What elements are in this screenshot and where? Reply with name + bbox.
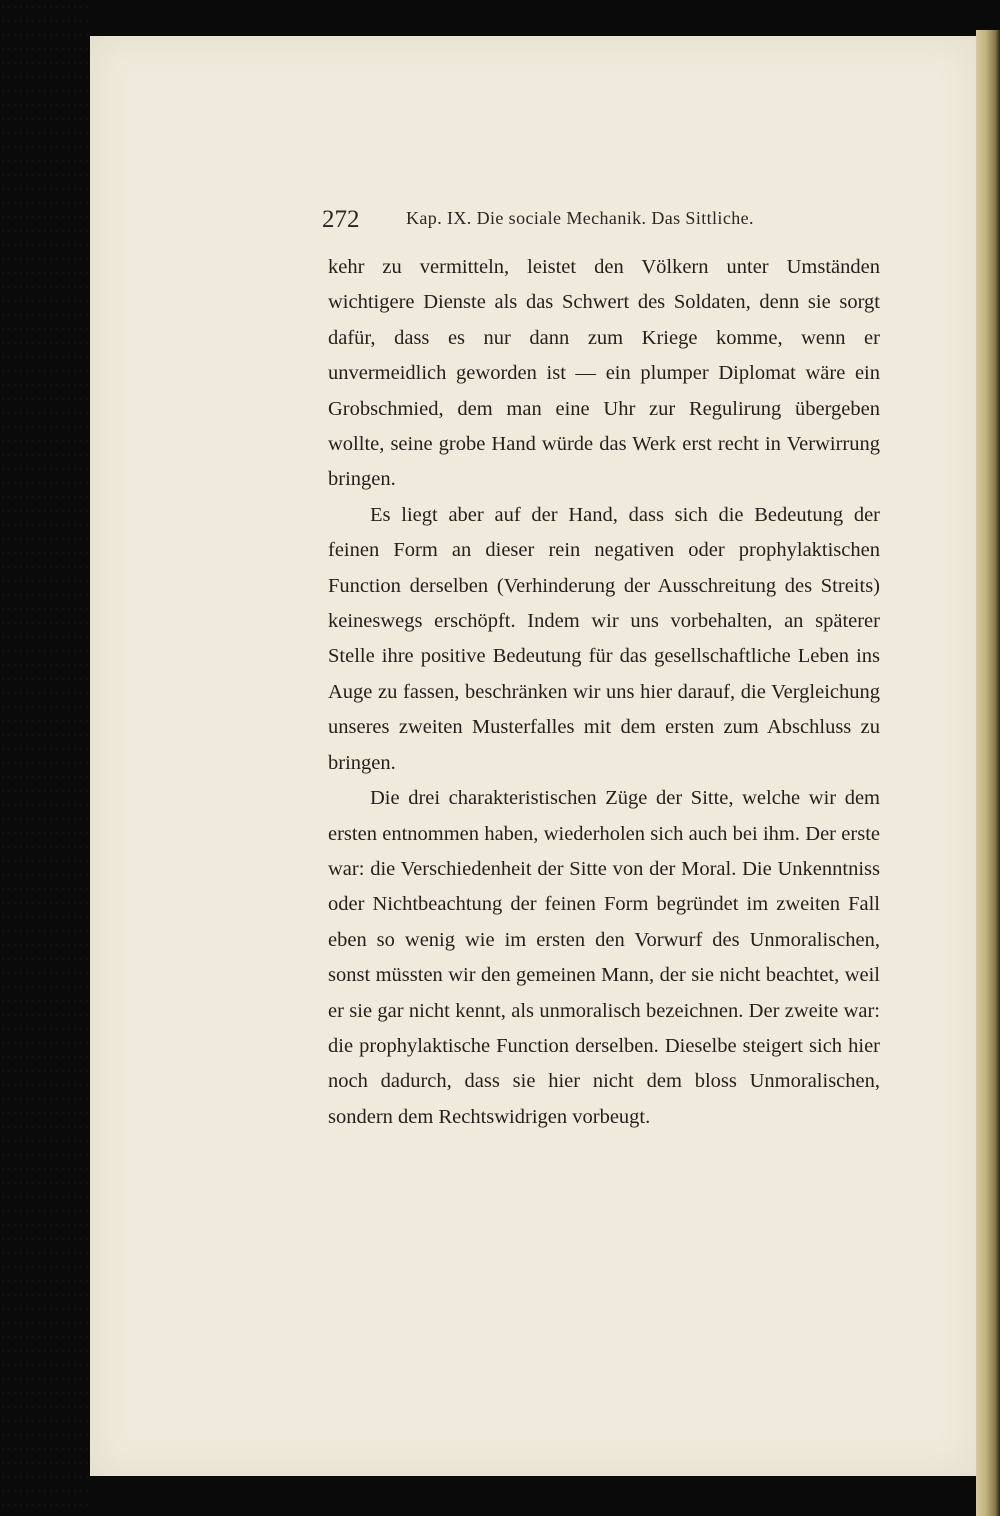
page-header — [322, 206, 812, 240]
running-head: Kap. IX. Die sociale Mechanik. Das Sittliche. — [406, 208, 754, 228]
page-number: 272 — [322, 206, 360, 233]
paragraph-2: Es liegt aber auf der Hand, dass sich die Bedeutung der feinen Form an dieser rein negativen oder prophylaktischen Function derselben (Verhinderung der Ausschreitung des Streits) keineswegs erschöpft. Indem wir uns vorbehalten, an späterer Stelle ihre positive Bedeutung für das gesellschaftliche Leben ins Auge zu fassen, beschränken wir uns hier darauf, die Vergleichung unseres zweiten Musterfalles mit dem ersten zum Abschluss zu bringen. — [328, 503, 880, 774]
paragraph-3: Die drei charakteristischen Züge der Sitte, welche wir dem ersten entnommen haben, wiederholen sich auch bei ihm. Der erste war: die Verschiedenheit der Sitte von der Moral. Die Unkenntniss oder Nichtbeachtung der feinen Form begründet im zweiten Fall eben so wenig wie im ersten den Vorwurf des Unmoralischen, sonst müssten wir den gemeinen Mann, der sie nicht beachtet, weil er sie gar nicht kennt, als unmoralisch bezeichnen. Der zweite war: die prophylaktische Function derselben. Dieselbe steigert sich hier noch dadurch, dass sie hier nicht dem bloss Unmoralischen, sondern dem Rechtswidrigen vorbeugt. — [328, 787, 880, 1128]
page-edge — [976, 30, 1000, 1516]
paragraph-1: kehr zu vermitteln, leistet den Völkern unter Umständen wichtigere Dienste als das Schwert des Soldaten, denn sie sorgt dafür, dass es nur dann zum Kriege komme, wenn er unvermeidlich geworden ist — ein plumper Diplomat wäre ein Grobschmied, dem man eine Uhr zur Regulirung übergeben wollte, seine grobe Hand würde das Werk erst recht in Verwirrung bringen. — [328, 256, 880, 491]
page-body — [328, 250, 880, 1135]
binding-spine — [0, 0, 90, 1516]
